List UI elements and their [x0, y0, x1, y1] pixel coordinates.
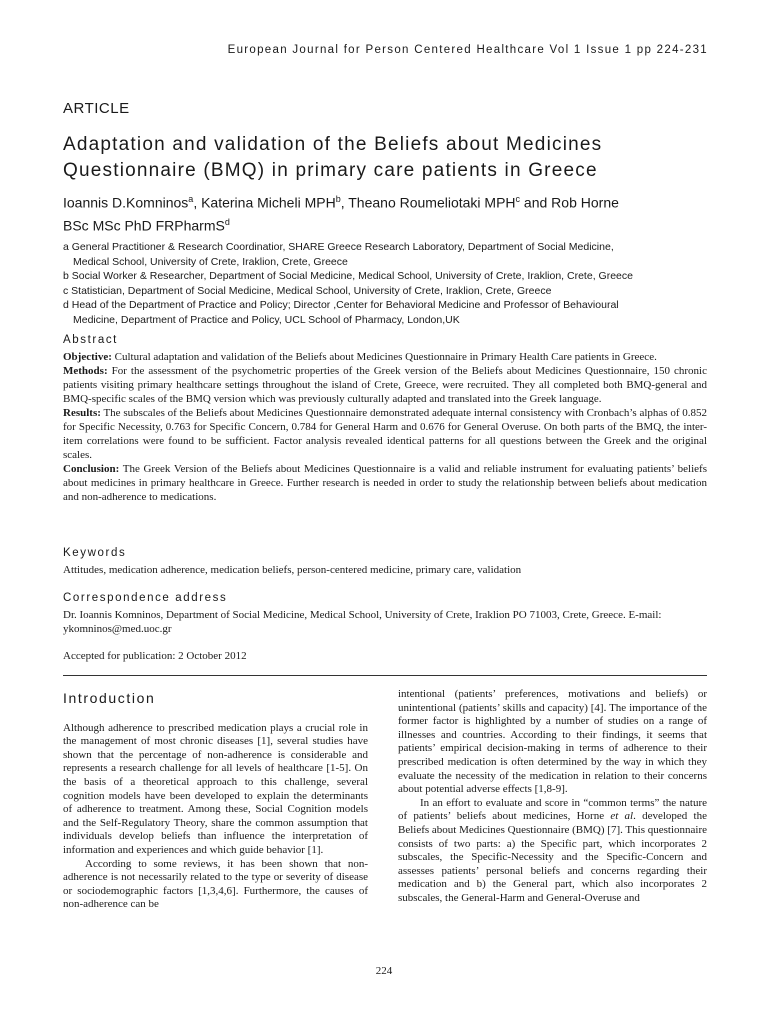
- author-name: BSc MSc PhD FRPharmS: [63, 217, 225, 234]
- keywords-section: [63, 546, 707, 577]
- results-label: Results:: [63, 407, 101, 419]
- author-affiliation-mark: a: [188, 194, 194, 204]
- title-line-1: Adaptation and validation of the Beliefs about Medicines: [63, 134, 603, 155]
- p4-italic: et al: [610, 810, 634, 823]
- body-column-left: [63, 688, 368, 912]
- p4-text-b: . developed the Beliefs about Medicines Questionnaire (BMQ) [7]. This questionnaire consists of two parts: a) the Specific part, which incorporates 2 subscales, the Specific-Necessity and the Specific-Concern and assesses patients’ personal beliefs and concerns regarding their medication and b) the General part, which also incorporates 2 subscales, the General-Harm and General-Overuse and: [398, 810, 707, 904]
- p4-text-a: In an effort to evaluate and score in “common terms” the nature of patients’ beliefs about medicines, Horne: [398, 796, 707, 823]
- intro-paragraph-3: intentional (patients’ preferences, motivations and beliefs) or unintentional (patients’ skills and capacity) [4]. The importance of the former factor is highlighted by a number of studies on a range of illnesses and countries. According to their findings, it seems that patients’ empirical decision-making in terms of adherence to their prescribed medication is often determined by the way in which they evaluate the necessity of the medication in relation to their concerns about potential adverse effects [1,8-9].: [398, 688, 707, 796]
- section-divider: [63, 675, 707, 676]
- author-name: , Katerina Micheli MPH: [193, 194, 336, 211]
- abstract-heading: Abstract: [63, 334, 118, 346]
- journal-header: European Journal for Person Centered Healthcare Vol 1 Issue 1 pp 224-231: [227, 44, 708, 56]
- article-label: ARTICLE: [63, 100, 130, 117]
- author-list: [63, 190, 713, 235]
- intro-paragraph-4: [398, 797, 707, 906]
- introduction-heading: Introduction: [63, 690, 156, 706]
- correspondence-text: Dr. Ioannis Komninos, Department of Social Medicine, Medical School, University of Crete, Iraklion PO 71003, Crete, Greece. E-mail: ykomninos@med.uoc.gr: [63, 609, 662, 635]
- affiliation-b: b Social Worker & Researcher, Department of Social Medicine, Medical School, University of Crete, Iraklion, Crete, Greece: [63, 270, 633, 282]
- affiliation-d: d Head of the Department of Practice and Policy; Director ,Center for Behavioral Medicine and Professor of Behavioural: [63, 299, 619, 311]
- affiliation-c: c Statistician, Department of Social Medicine, Medical School, University of Crete, Iraklion, Crete, Greece: [63, 284, 552, 297]
- abstract-methods: [63, 364, 707, 406]
- abstract-objective: [63, 350, 707, 364]
- page-number: 224: [375, 965, 393, 977]
- intro-paragraph-2: According to some reviews, it has been shown that non-adherence is not necessarily related to the type or severity of disease or sociodemographic factors [1,3,4,6]. Furthermore, the causes of non-adherence can be: [63, 857, 368, 911]
- results-text: The subscales of the Beliefs about Medicines Questionnaire demonstrated adequate internal consistency with Cronbach’s alphas of 0.852 for Specific Necessity, 0.763 for Specific Concern, 0.784 for General Harm and 0.676 for General Overuse. On both parts of the BMQ, the inter-item correlations were found to be sufficient. Factor analysis revealed identical patterns for all questions between the Greek and the original scales.: [63, 407, 707, 461]
- affiliations: [63, 240, 723, 327]
- body-column-right: [398, 688, 707, 906]
- methods-text: For the assessment of the psychometric properties of the Greek version of the Beliefs about Medicines Questionnaire, 150 chronic patients visiting primary healthcare settings throughout the island of Crete, Greece, were recruited. They all completed both BMQ-general and BMQ-specific scales of the BMQ version which was previously culturally adapted and translated into the Greek language.: [63, 365, 707, 405]
- correspondence-heading: Correspondence address: [63, 592, 228, 604]
- author-name: Ioannis D.Komninos: [63, 194, 189, 211]
- correspondence-section: [63, 591, 707, 636]
- affiliation-a: a General Practitioner & Research Coordinatior, SHARE Greece Research Laboratory, Department of Social Medicine,: [63, 241, 614, 253]
- author-name: and Rob Horne: [520, 194, 619, 211]
- author-name: , Theano Roumeliotaki MPH: [340, 194, 516, 211]
- abstract-conclusion: [63, 462, 707, 504]
- article-title: [63, 132, 703, 184]
- abstract-results: [63, 406, 707, 462]
- intro-paragraph-1: Although adherence to prescribed medication plays a crucial role in the management of most chronic diseases [1], several studies have shown that the percentage of non-adherence is considerable and represents a research challenge for all levels of healthcare [1-5]. On the basis of a theoretical approach to this challenge, several cognition models have been developed to explain the determinants of adherence to treatment. Among these, Social Cognition models and the Self-Regulatory Theory, share the common assumption that individuals develop beliefs than influence the interpretation of information and experiences and which guide behavior [1].: [63, 721, 368, 856]
- keywords-heading: Keywords: [63, 547, 127, 559]
- methods-label: Methods:: [63, 365, 108, 377]
- title-line-2: Questionnaire (BMQ) in primary care patients in Greece: [63, 160, 598, 181]
- keywords-text: Attitudes, medication adherence, medication beliefs, person-centered medicine, primary care, validation: [63, 564, 522, 576]
- abstract-section: [63, 333, 707, 504]
- affiliation-a-cont: Medical School, University of Crete, Iraklion, Crete, Greece: [73, 255, 348, 268]
- accepted-date: Accepted for publication: 2 October 2012: [63, 650, 247, 662]
- conclusion-text: The Greek Version of the Beliefs about Medicines Questionnaire is a valid and reliable instrument for evaluating patients’ beliefs about medicines in primary healthcare in Greece. Further research is needed in order to study the relationship between beliefs about medication and non-adherence to medications.: [63, 463, 707, 503]
- author-affiliation-mark: b: [335, 194, 341, 204]
- affiliation-d-cont: Medicine, Department of Practice and Policy, UCL School of Pharmacy, London,UK: [73, 313, 460, 326]
- author-affiliation-mark: d: [224, 216, 230, 227]
- objective-label: Objective:: [63, 351, 112, 363]
- objective-text: Cultural adaptation and validation of the Beliefs about Medicines Questionnaire in Primary Health Care patients in Greece.: [111, 351, 657, 363]
- conclusion-label: Conclusion:: [63, 463, 120, 475]
- author-affiliation-mark: c: [515, 194, 521, 204]
